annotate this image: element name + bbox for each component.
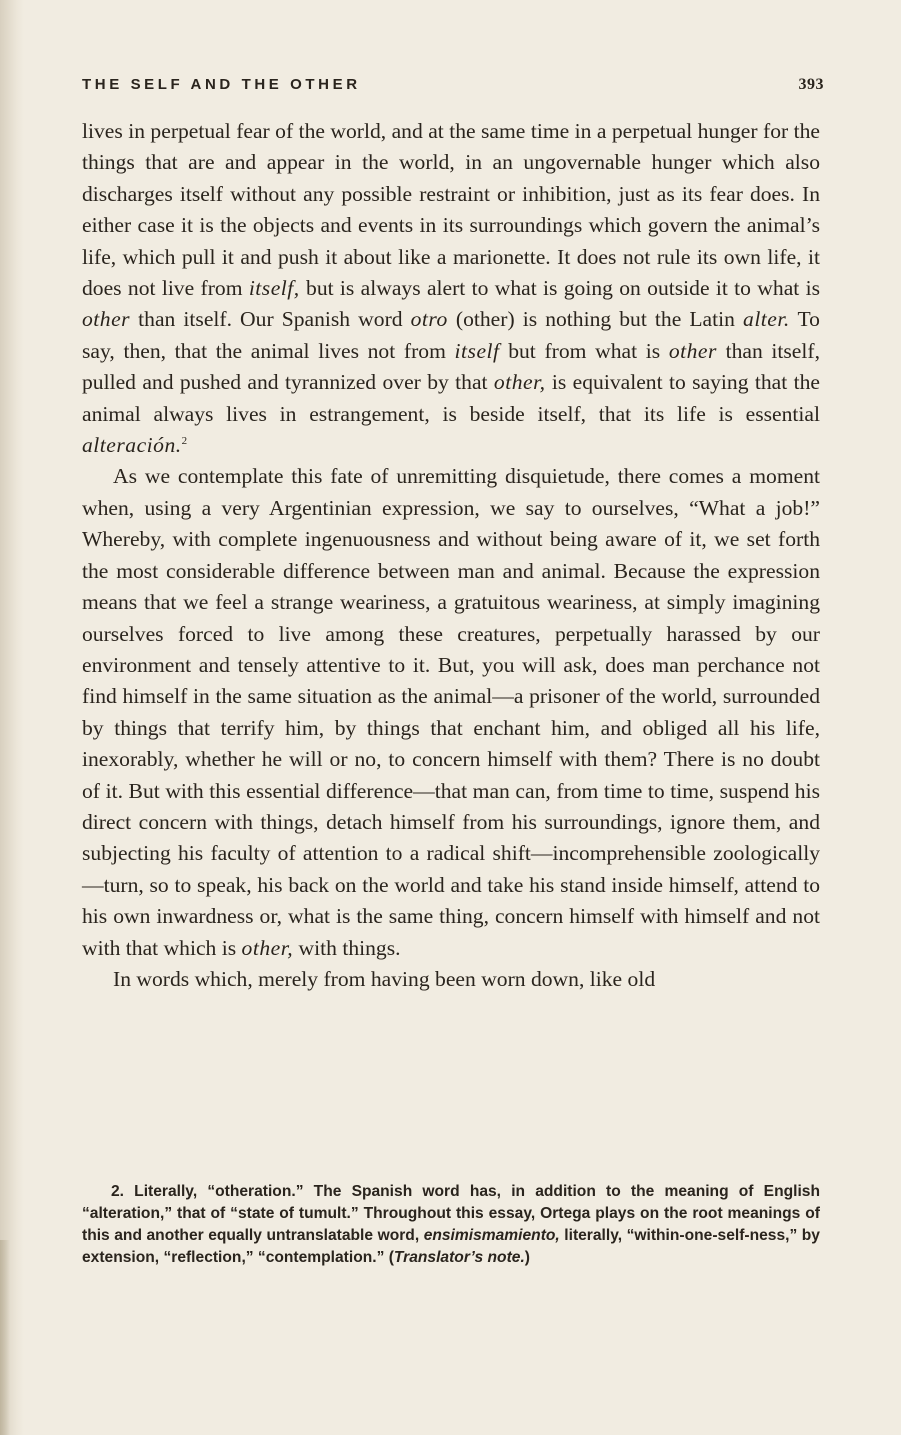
text-run: (other) is nothing but the Latin [447, 307, 744, 332]
page-number: 393 [798, 76, 824, 93]
text-run: 2. Literally, “otheration.” The Spanish word has, in addition to the meaning of English “alteration,” that of “state of tumult.” Throughout this essay, Ortega plays on the root meanings of this and another equally untranslatable word, [82, 1183, 820, 1244]
footnote-marker: 2 [181, 434, 188, 447]
text-run: literally, “within-one-self-ness,” by extension, “reflection,” “contemplation.” ( [82, 1227, 820, 1266]
text-run: than itself. Our Spanish word [130, 307, 411, 332]
italic-text: otro [410, 307, 448, 332]
text-run: than itself, pulled and pushed and tyrannized over by that [82, 338, 820, 395]
text-run: lives in perpetual fear of the world, and at the same time in a perpetual hunger for the things that are and appear in the world, in an ungovernable hunger which also discharges itself without any possible restraint or inhibition, just as its fear does. In either case it is the objects and events in its surroundings which govern the animal’s life, which pull it and push it about like a marionette. It does not rule its own life, it does not live from [82, 119, 820, 301]
text-run: is equivalent to saying that the animal always lives in estrangement, is beside itself, that its life is essential [82, 370, 820, 426]
paragraph [82, 964, 820, 995]
italic-text: Translator’s note. [393, 1249, 525, 1266]
text-run: but from what is [499, 338, 669, 363]
text-run: with things. [293, 935, 401, 960]
text-run: To say, then, that the animal lives not from [82, 307, 820, 363]
italic-text: ensimismamiento, [423, 1227, 560, 1244]
italic-text: other [668, 338, 717, 363]
running-head [82, 76, 824, 94]
italic-text: itself, [248, 276, 300, 301]
italic-text: other, [241, 935, 294, 960]
italic-text: alteración. [82, 433, 182, 458]
italic-text: itself [454, 338, 500, 363]
text-run: ) [524, 1249, 530, 1266]
page-gutter-shadow [0, 0, 24, 1435]
italic-text: other, [493, 370, 546, 395]
italic-text: other [82, 307, 131, 332]
italic-text: alter. [743, 307, 790, 332]
paragraph [82, 461, 820, 964]
text-run: In words which, merely from having been worn down, like old [113, 966, 656, 991]
footnote-text [82, 1181, 820, 1269]
page-binding-edge [0, 1240, 10, 1435]
body-text [82, 116, 820, 995]
paragraph [82, 116, 820, 461]
footnote [82, 1181, 820, 1269]
text-run: but is always alert to what is going on outside it to what is [299, 276, 820, 301]
text-run: As we contemplate this fate of unremitting disquietude, there comes a moment when, using a very Argentinian expression, we say to ourselves, “What a job!” Whereby, with complete ingenuousness and without being aware of it, we set forth the most considerable difference between man and animal. Because the expression means that we feel a strange weariness, a gratuitous weariness, at simply imagining ourselves forced to live among these creatures, perpetually harassed by our environment and tensely attentive to it. But, you will ask, does man perchance not find himself in the same situation as the animal—a prisoner of the world, surrounded by things that terrify him, by things that enchant him, and obliged all his life, inexorably, whether he will or no, to concern himself with them? There is no doubt of it. But with this essential difference—that man can, from time to time, suspend his direct concern with things, detach himself from his surroundings, ignore them, and subjecting his faculty of attention to a radical shift—incomprehensible zoologically—turn, so to speak, his back on the world and take his stand inside himself, attend to his own inwardness or, what is the same thing, concern himself with himself and not with that which is [82, 464, 820, 960]
running-head-title: THE SELF AND THE OTHER [82, 76, 361, 93]
